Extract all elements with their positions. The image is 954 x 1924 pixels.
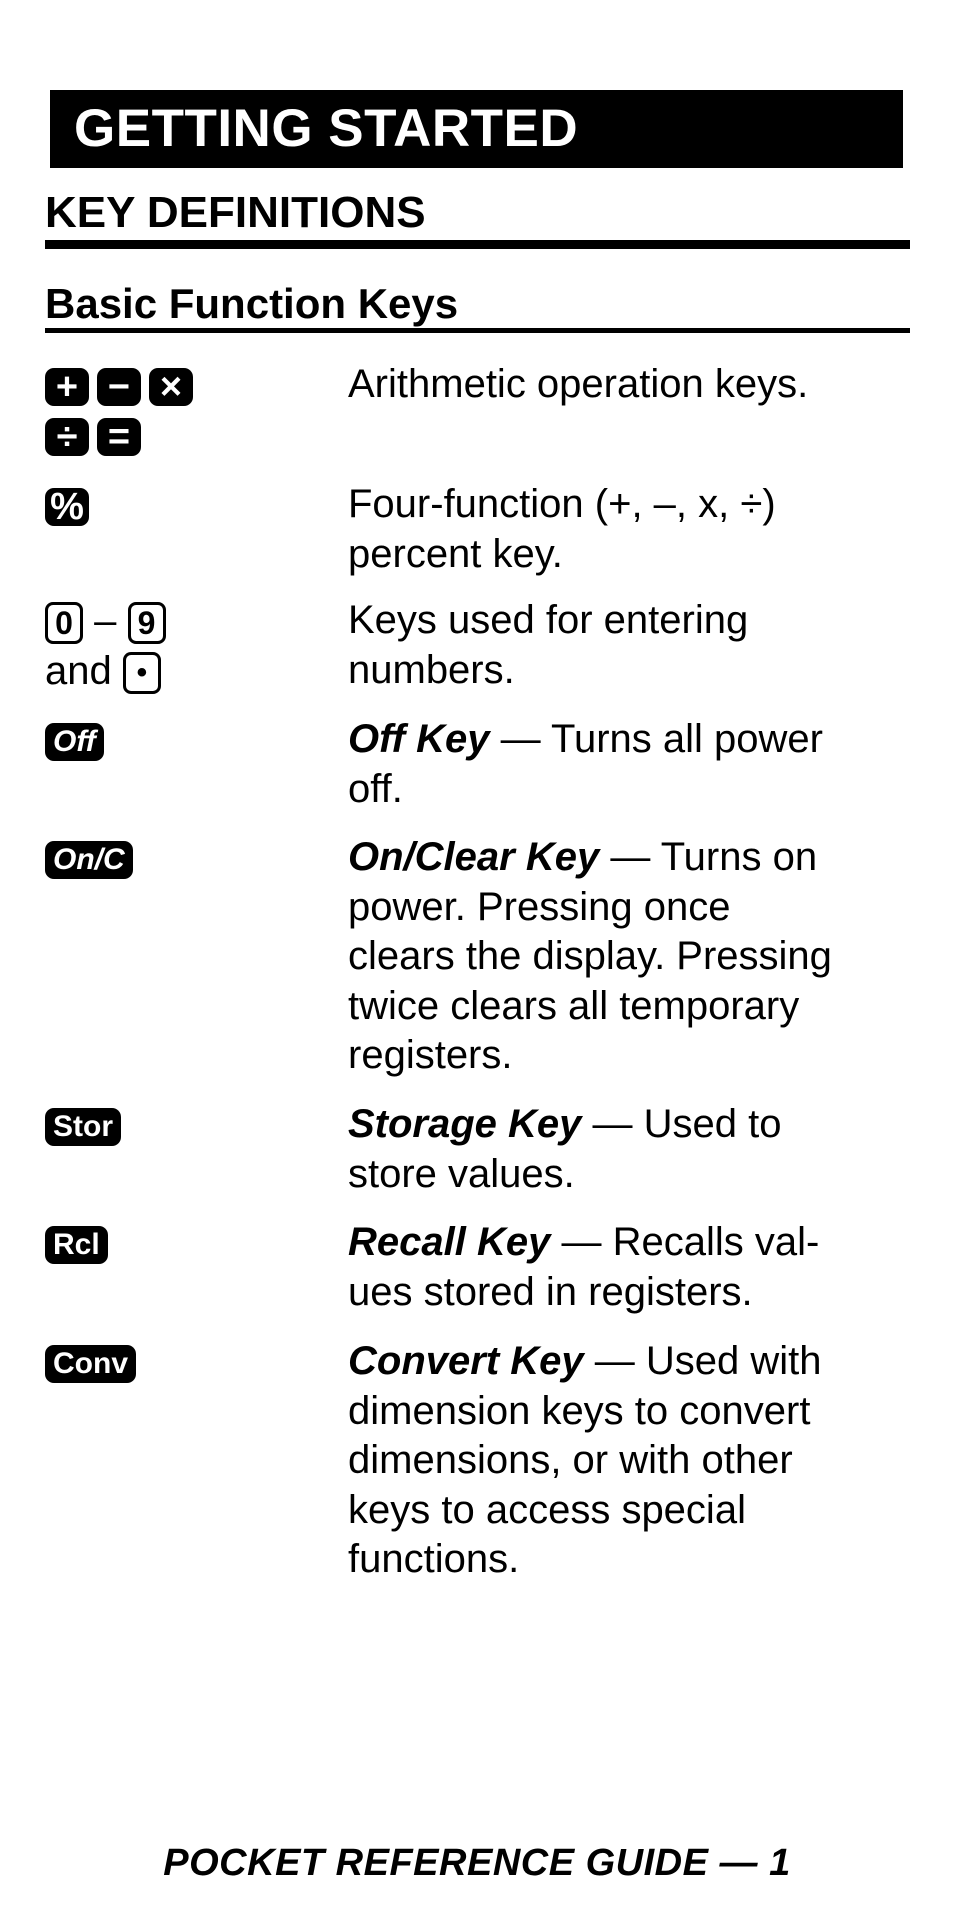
off-description <box>348 715 928 814</box>
convert-key-name: Convert Key <box>348 1339 584 1383</box>
off-key-icon: Off <box>45 723 104 761</box>
storage-key-name: Storage Key <box>348 1102 582 1146</box>
convert-desc-rest: — Used with <box>583 1339 822 1383</box>
convert-desc-line4: keys to access special <box>348 1487 746 1532</box>
on-clear-desc-rest: — Turns on <box>599 835 818 879</box>
heading-rule <box>45 240 910 249</box>
storage-desc-rest: — Used to <box>581 1102 782 1146</box>
minus-key-icon: − <box>97 368 141 406</box>
convert-key-icon: Conv <box>45 1345 136 1383</box>
convert-desc-line3: dimensions, or with other <box>348 1438 793 1482</box>
convert-description <box>348 1337 928 1585</box>
convert-desc-line2: dimension keys to convert <box>348 1388 811 1433</box>
percent-description <box>348 480 928 579</box>
section-banner <box>50 90 903 168</box>
off-desc-line2: off. <box>348 766 403 811</box>
key-definitions-heading: KEY DEFINITIONS <box>45 188 426 237</box>
recall-description <box>348 1218 928 1317</box>
divide-key-icon: ÷ <box>45 418 89 456</box>
onc-keys <box>45 833 345 883</box>
percent-key-icon: % <box>45 488 89 526</box>
on-clear-key-name: On/Clear Key <box>348 835 600 879</box>
numbers-desc-line2: numbers. <box>348 647 515 692</box>
number-keys <box>45 596 345 696</box>
rcl-keys <box>45 1218 345 1268</box>
percent-desc-line1: Four-function (+, –, x, ÷) <box>348 482 776 526</box>
recall-desc-rest: — Recalls val- <box>550 1220 820 1264</box>
decimal-point-key-icon: • <box>123 652 161 694</box>
banner-title: GETTING STARTED <box>74 99 579 158</box>
and-text: and <box>45 649 112 693</box>
storage-key-icon: Stor <box>45 1108 121 1146</box>
on-clear-desc-line4: twice clears all temporary <box>348 983 800 1028</box>
storage-description <box>348 1100 928 1199</box>
convert-desc-line5: functions. <box>348 1537 520 1581</box>
arithmetic-keys <box>45 360 345 460</box>
recall-key-icon: Rcl <box>45 1226 108 1264</box>
on-clear-desc-line5: registers. <box>348 1033 513 1077</box>
numbers-desc-line1: Keys used for entering <box>348 598 749 642</box>
nine-key-icon: 9 <box>128 602 166 644</box>
equals-key-icon: = <box>97 418 141 456</box>
basic-function-keys-heading: Basic Function Keys <box>45 280 459 327</box>
conv-keys <box>45 1337 345 1387</box>
stor-keys <box>45 1100 345 1150</box>
page-footer: POCKET REFERENCE GUIDE — 1 <box>163 1842 791 1884</box>
off-key-name: Off Key <box>348 717 490 761</box>
storage-desc-line2: store values. <box>348 1151 575 1196</box>
on-clear-desc-line2: power. Pressing once <box>348 884 731 929</box>
recall-key-name: Recall Key <box>348 1220 551 1264</box>
on-clear-key-icon: On/C <box>45 841 133 879</box>
recall-desc-line2: ues stored in registers. <box>348 1269 753 1314</box>
range-dash: – <box>94 599 117 643</box>
plus-key-icon: + <box>45 368 89 406</box>
percent-desc-line2: percent key. <box>348 531 563 576</box>
subheading-rule <box>45 328 910 333</box>
arithmetic-description: Arithmetic operation keys. <box>348 362 809 406</box>
off-keys <box>45 715 345 765</box>
zero-key-icon: 0 <box>45 602 83 644</box>
percent-keys <box>45 480 345 530</box>
on-clear-desc-line3: clears the display. Pressing <box>348 934 832 978</box>
numbers-description <box>348 596 928 695</box>
off-desc-rest: — Turns all power <box>489 717 823 761</box>
on-clear-description <box>348 833 928 1081</box>
times-key-icon: × <box>149 368 193 406</box>
